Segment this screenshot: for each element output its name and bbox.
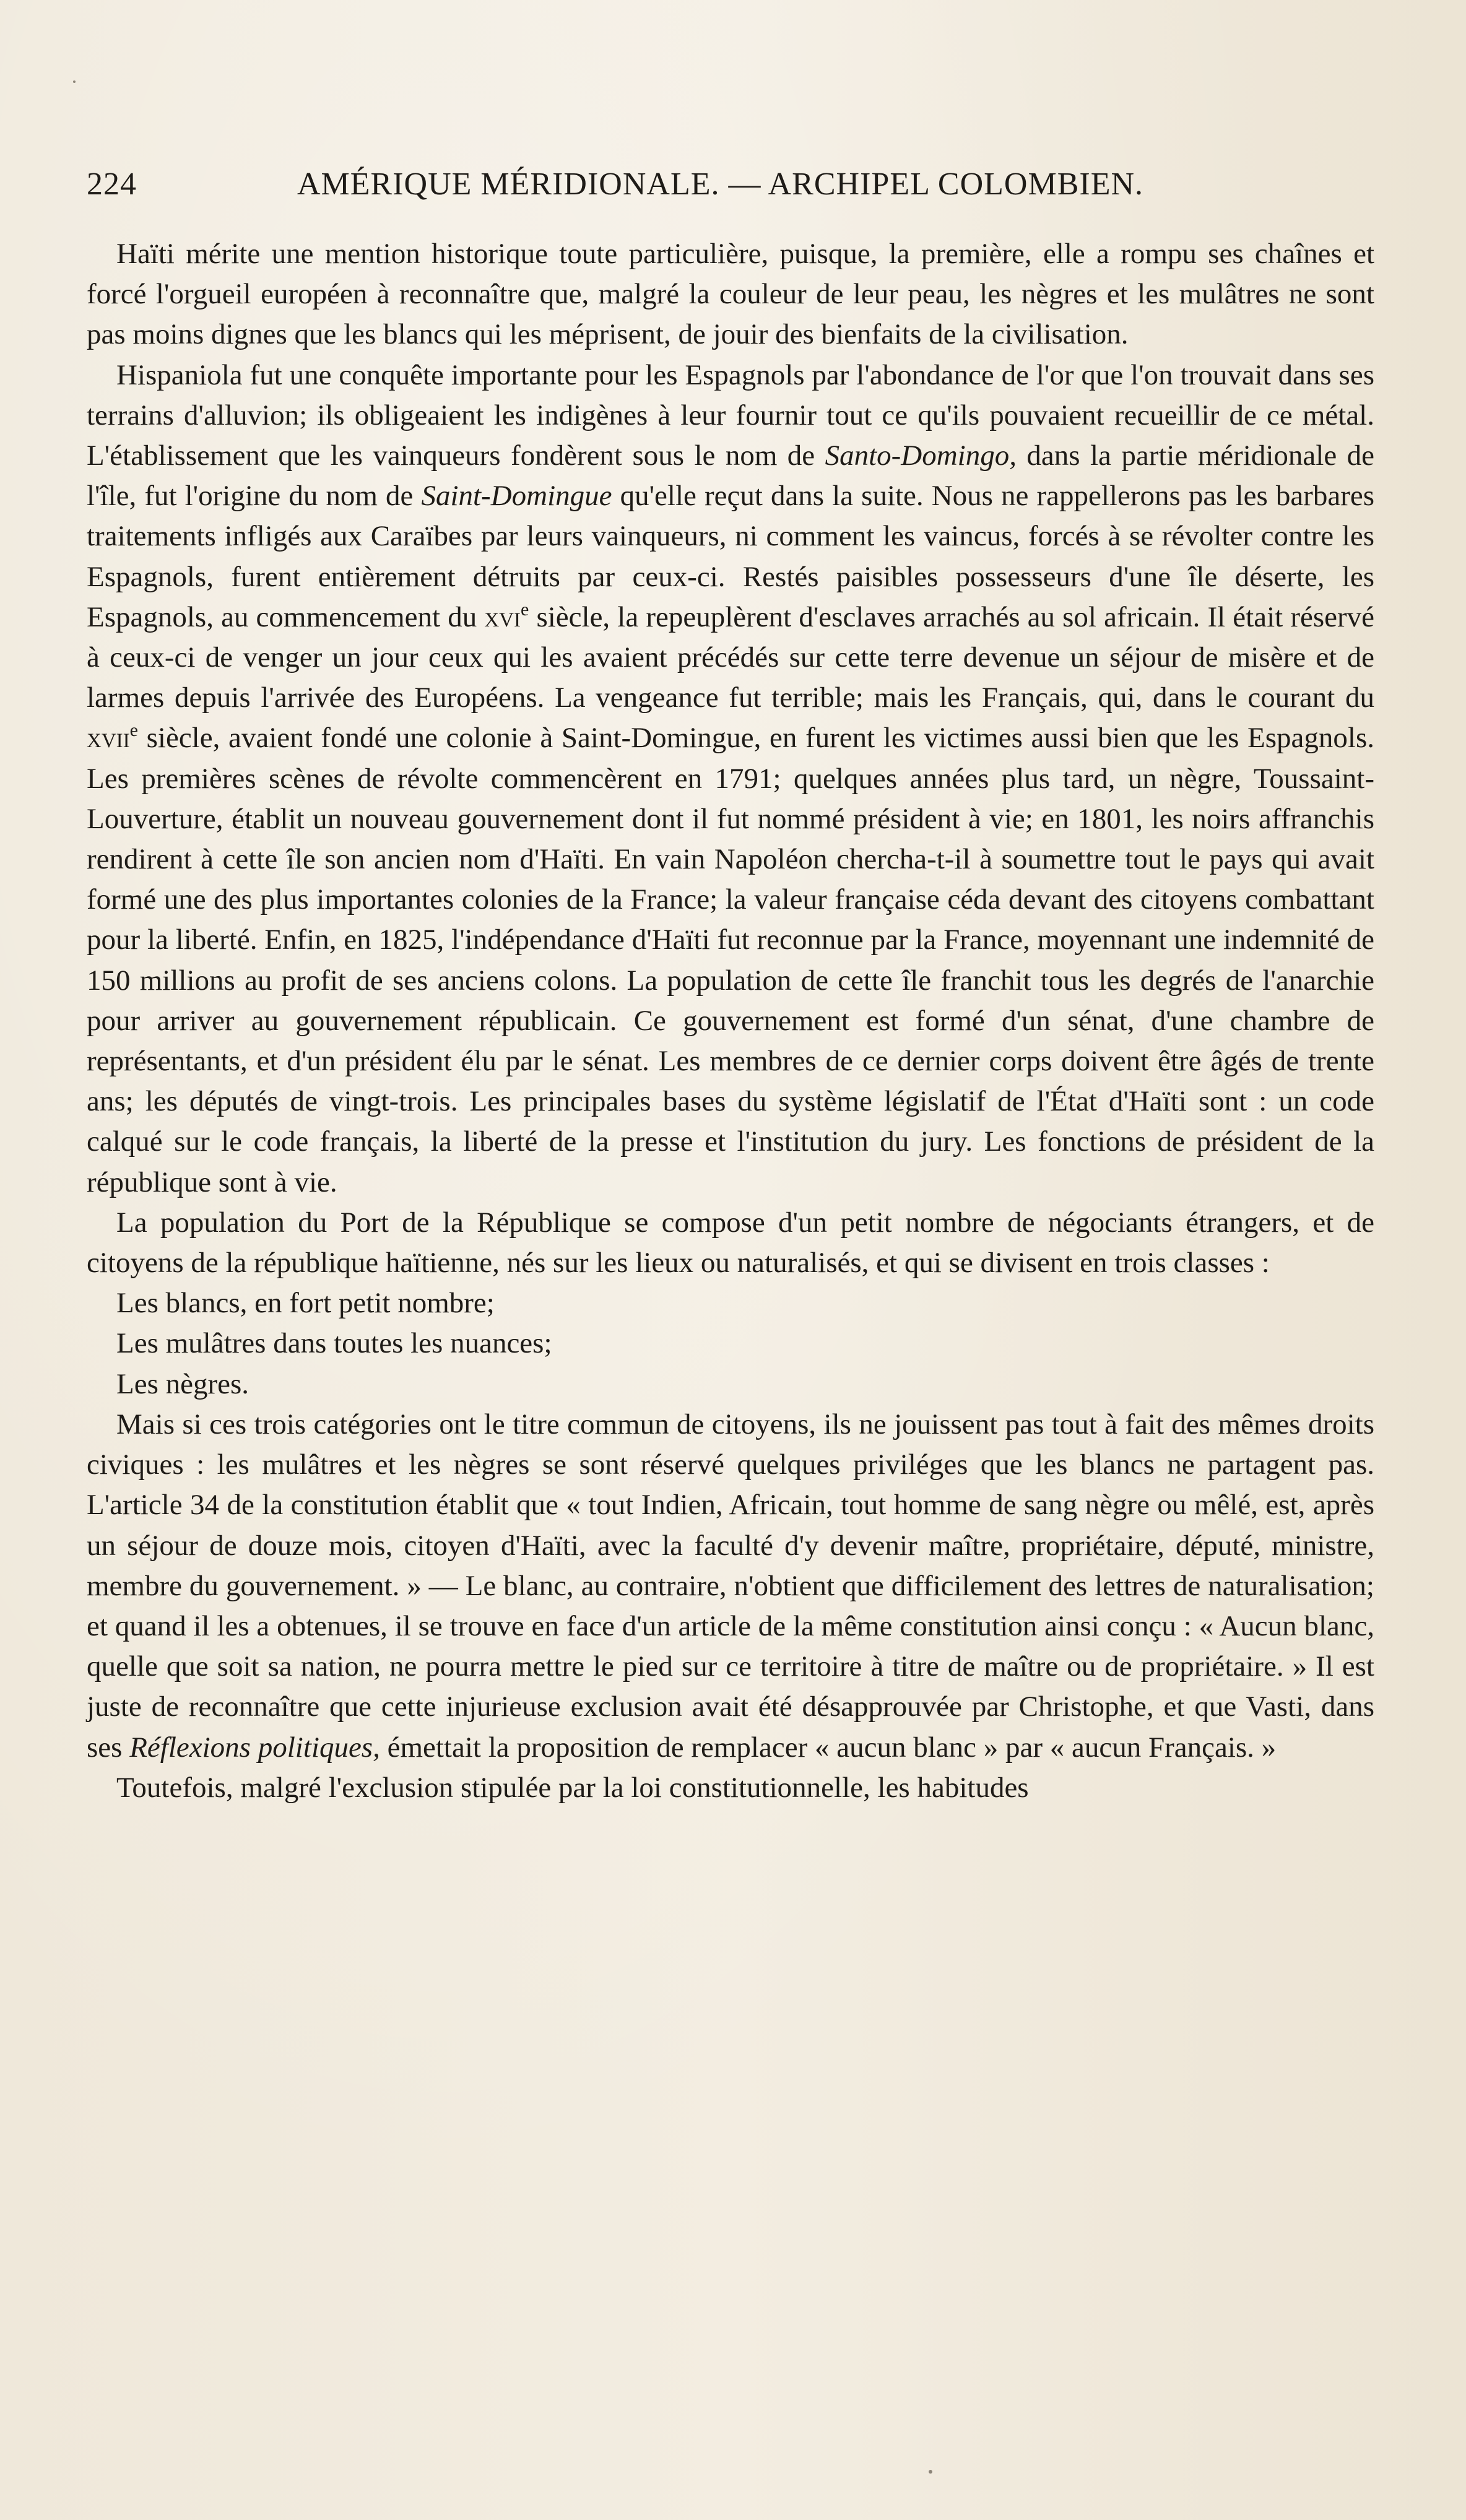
- list-item: Les mulâtres dans toutes les nuances;: [116, 1327, 552, 1360]
- running-title: AMÉRIQUE MÉRIDIONALE. — ARCHIPEL COLOMBIEN.: [297, 167, 1144, 202]
- italic-saint-domingue: Saint-Domingue: [421, 480, 612, 513]
- text-run: siècle, avaient fondé une colonie à Saint-Domingue, en furent les victimes aussi bien que les Espagnols. Les premières scènes de révolte commencèrent en 1791; quelques années plus tard, un nègre, Toussaint-Louverture, établit un nouveau gouvernement dont il fut nommé président à vie; en 1801, les noirs affranchis rendirent à cette île son ancien nom d'Haïti. En vain Napoléon chercha-t-il à soumettre tout le pays qui avait formé une des plus importantes colonies de la France; la valeur française céda devant des citoyens combattant pour la liberté. Enfin, en 1825, l'indépendance d'Haïti fut reconnue par la France, moyennant une indemnité de 150 millions au profit de ses anciens colons. La population de cette île franchit tous les degrés de l'anarchie pour arriver au gouvernement républicain. Ce gouvernement est formé d'un sénat, d'une chambre de représentants, et d'un président élu par le sénat. Les membres de ce dernier corps doivent être âgés de trente ans; les députés de vingt-trois. Les principales bases du système législatif de l'État d'Haïti sont : un code calqué sur le code français, la liberté de la presse et l'institution du jury. Les fonctions de président de la république sont à vie.: [87, 722, 1374, 1198]
- paragraph-haiti-intro: [87, 234, 1374, 355]
- list-item: Les blancs, en fort petit nombre;: [116, 1287, 495, 1320]
- paragraph-text: La population du Port de la République se compose d'un petit nombre de négociants étrangers, et de citoyens de la république haïtienne, nés sur les lieux ou naturalisés, et qui se divisent en trois classes :: [87, 1206, 1374, 1279]
- text-run: Hispaniola fut une conquête importante pour les Espagnols par l'abondance de l'or que l'on trouvait dans ses terrains d'alluvion; ils obligeaient les indigènes à leur fournir tout ce qu'ils pouvaient recueillir de ce métal. L'établissement que les vainqueurs fondèrent sous le nom de: [87, 358, 1374, 472]
- page-header: [87, 162, 1238, 207]
- paper-speck: [73, 80, 76, 83]
- text-run: dans la partie méridionale de l'île, fut l'origine du nom de: [87, 439, 1374, 513]
- superscript: e: [129, 720, 138, 741]
- body-text: [87, 234, 1374, 1808]
- text-run: émettait la proposition de remplacer « aucun blanc » par « aucun Français. »: [380, 1731, 1277, 1764]
- paragraph-toutefois: [87, 1768, 1374, 1808]
- paragraph-civic-rights: [87, 1405, 1374, 1768]
- paragraph-hispaniola: [87, 355, 1374, 1203]
- roman-numeral-century: xvii: [87, 722, 130, 755]
- text-run: qu'elle reçut dans la suite. Nous ne rappellerons pas les barbares traitements infligés aux Caraïbes par leurs vainqueurs, ni comment les vaincus, forcés à se révolter contre les Espagnols, furent entièrement détruits par ceux-ci. Restés paisibles possesseurs d'une île déserte, les Espagnols, au commencement du: [87, 480, 1374, 633]
- paragraph-population: [87, 1203, 1374, 1283]
- roman-numeral-century: xvi: [484, 600, 521, 633]
- paragraph-text: Toutefois, malgré l'exclusion stipulée par la loi constitutionnelle, les habitudes: [116, 1771, 1029, 1804]
- text-run: Mais si ces trois catégories ont le titre commun de citoyens, ils ne jouissent pas tout à fait des mêmes droits civiques : les mulâtres et les nègres se sont réservé quelques priviléges que les blancs ne partagent pas. L'article 34 de la constitution établit que « tout Indien, Africain, tout homme de sang nègre ou mêlé, est, après un séjour de douze mois, citoyen d'Haïti, avec la faculté d'y devenir maître, propriétaire, député, ministre, membre du gouvernement. » — Le blanc, au contraire, n'obtient que difficilement des lettres de naturalisation; et quand il les a obtenues, il se trouve en face d'un article de la même constitution ainsi conçu : « Aucun blanc, quelle que soit sa nation, ne pourra mettre le pied sur ce territoire à titre de maître ou de propriétaire. » Il est juste de reconnaître que cette injurieuse exclusion avait été désapprouvée par Christophe, et que Vasti, dans ses: [87, 1408, 1374, 1764]
- text-run: siècle, la repeuplèrent d'esclaves arrachés au sol africain. Il était réservé à ceux-ci de venger un jour ceux qui les avaient précédés sur cette terre devenue un séjour de misère et de larmes depuis l'arrivée des Européens. La vengeance fut terrible; mais les Français, qui, dans le courant du: [87, 600, 1374, 714]
- page-number: 224: [87, 167, 137, 202]
- paper-speck: [929, 2470, 932, 2474]
- italic-reflexions-politiques: Réflexions politiques,: [129, 1731, 380, 1764]
- italic-santo-domingo: Santo-Domingo,: [825, 439, 1017, 472]
- paragraph-text: Haïti mérite une mention historique toute particulière, puisque, la première, elle a rompu ses chaînes et forcé l'orgueil européen à reconnaître que, malgré la couleur de leur peau, les nègres et les mulâtres ne sont pas moins dignes que les blancs qui les méprisent, de jouir des bienfaits de la civilisation.: [87, 238, 1374, 351]
- list-item: Les nègres.: [116, 1367, 249, 1400]
- superscript: e: [521, 599, 529, 620]
